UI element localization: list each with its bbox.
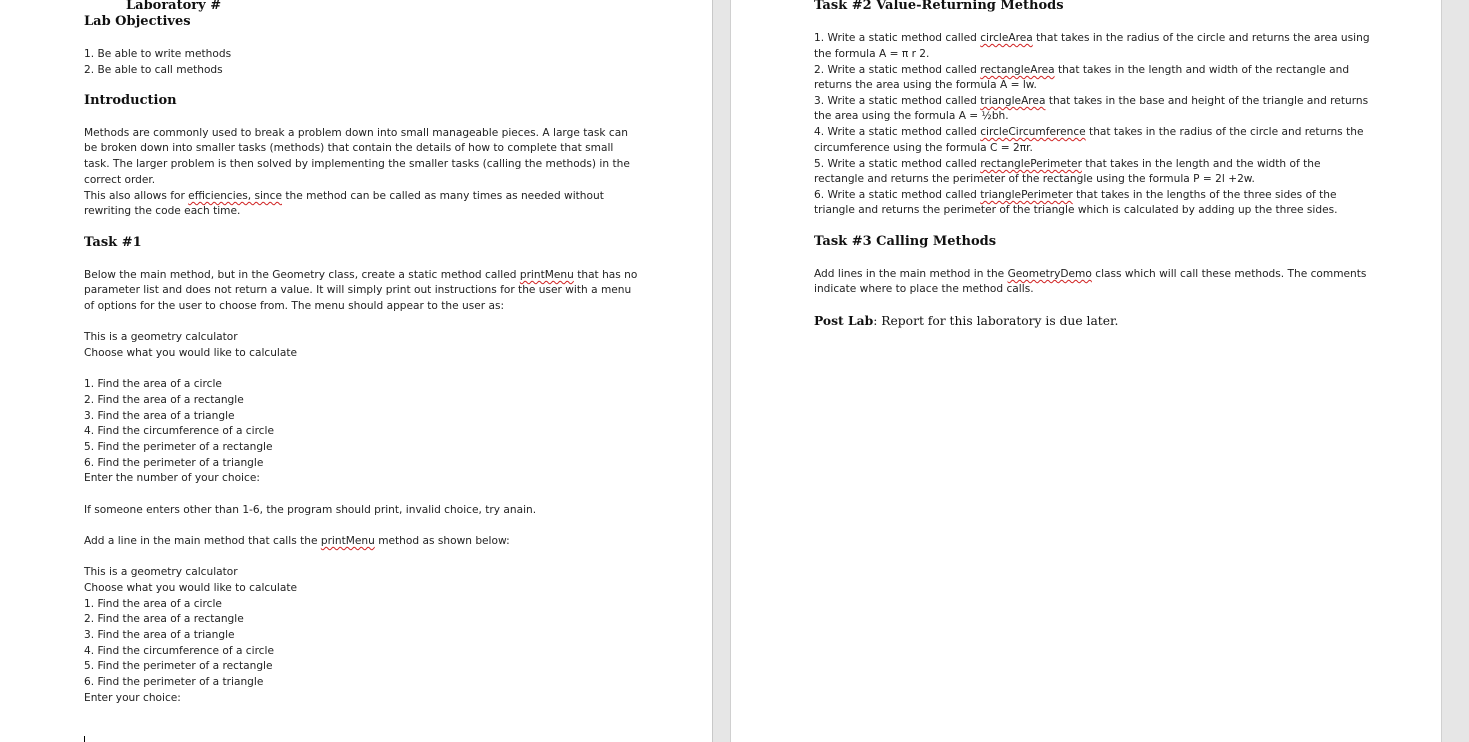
task1-text-run: Below the main method, but in the Geometry class, create a static method called xyxy=(84,269,520,281)
objective-item: 1. Be able to write methods xyxy=(84,48,232,60)
task1-line xyxy=(84,269,637,282)
task2-text-run: that takes in the base and height of the triangle and returns xyxy=(1045,95,1369,107)
objectives-heading: Lab Objectives xyxy=(84,14,191,29)
menu2-line: This is a geometry calculator xyxy=(84,566,238,578)
task2-text-run: that takes in the lengths of the three sides of the xyxy=(1072,189,1337,201)
spellcheck-flagged-text[interactable]: trianglePerimeter xyxy=(980,189,1073,201)
post-lab-line xyxy=(814,313,1118,329)
spellcheck-flagged-text[interactable]: circleCircumference xyxy=(980,126,1086,138)
task2-item xyxy=(814,32,1370,45)
spellcheck-flagged-text[interactable]: rectangleArea xyxy=(980,64,1055,76)
task3-text-run: Add lines in the main method in the xyxy=(814,268,1008,280)
add-line-text-run: method as shown below: xyxy=(374,535,510,547)
task2-text-run: that takes in the length and width of the rectangle and xyxy=(1054,64,1350,76)
menu2-line: Enter your choice: xyxy=(84,692,181,704)
intro-line: Methods are commonly used to break a problem down into small manageable pieces. A large task can xyxy=(84,127,628,139)
task2-item-cont: returns the area using the formula A = lw. xyxy=(814,79,1037,91)
menu-header-line: Choose what you would like to calculate xyxy=(84,347,298,359)
intro-line: rewriting the code each time. xyxy=(84,205,241,217)
task2-item-cont: circumference using the formula C = 2πr. xyxy=(814,142,1033,154)
intro-text-run: the method can be called as many times as needed without xyxy=(282,190,604,202)
menu-item: 1. Find the area of a circle xyxy=(84,378,222,390)
post-lab-text: : Report for this laboratory is due later. xyxy=(873,314,1119,328)
spellcheck-flagged-text[interactable]: triangleArea xyxy=(980,95,1046,107)
text-cursor[interactable] xyxy=(84,736,85,742)
task2-text-run: 5. Write a static method called xyxy=(814,158,981,170)
menu2-line: 5. Find the perimeter of a rectangle xyxy=(84,660,273,672)
add-line-text-run: Add a line in the main method that calls the xyxy=(84,535,321,547)
task2-text-run: that takes in the radius of the circle and returns the xyxy=(1085,126,1364,138)
intro-line: be broken down into smaller tasks (methods) that contain the details of how to complete that small xyxy=(84,142,614,154)
task3-text-run: class which will call these methods. The comments xyxy=(1091,268,1367,280)
task3-heading: Task #3 Calling Methods xyxy=(814,234,997,249)
task2-text-run: 1. Write a static method called xyxy=(814,32,981,44)
introduction-heading: Introduction xyxy=(84,93,177,108)
menu-item: 4. Find the circumference of a circle xyxy=(84,425,274,437)
menu-item: 5. Find the perimeter of a rectangle xyxy=(84,441,273,453)
spellcheck-flagged-text[interactable]: printMenu xyxy=(519,269,574,281)
task2-text-run: that takes in the radius of the circle and returns the area using xyxy=(1032,32,1370,44)
task1-line: parameter list and does not return a value. It will simply print out instructions for the user with a menu xyxy=(84,284,632,296)
task2-item-cont: rectangle and returns the perimeter of the rectangle using the formula P = 2l +2w. xyxy=(814,173,1255,185)
task2-item xyxy=(814,158,1320,171)
objective-item: 2. Be able to call methods xyxy=(84,64,223,76)
task2-text-run: 6. Write a static method called xyxy=(814,189,981,201)
menu2-line: 2. Find the area of a rectangle xyxy=(84,613,244,625)
task2-item xyxy=(814,126,1363,139)
intro-text-run: This also allows for xyxy=(84,190,189,202)
menu-item: 2. Find the area of a rectangle xyxy=(84,394,244,406)
menu2-line: 3. Find the area of a triangle xyxy=(84,629,235,641)
task2-item xyxy=(814,64,1349,77)
task2-text-run: 4. Write a static method called xyxy=(814,126,981,138)
menu-prompt: Enter the number of your choice: xyxy=(84,472,260,484)
spellcheck-flagged-text[interactable]: rectanglePerimeter xyxy=(980,158,1082,170)
add-line-instruction xyxy=(84,535,510,548)
task2-item-cont: triangle and returns the perimeter of the triangle which is calculated by adding up the three sides. xyxy=(814,204,1338,216)
menu2-line: 6. Find the perimeter of a triangle xyxy=(84,676,264,688)
task2-heading: Task #2 Value-Returning Methods xyxy=(814,0,1064,13)
task2-item-cont: the formula A = π r 2. xyxy=(814,48,930,60)
intro-line xyxy=(84,190,604,203)
intro-line: task. The larger problem is then solved by implementing the smaller tasks (calling the methods) in the xyxy=(84,158,630,170)
task2-item-cont: the area using the formula A = ½bh. xyxy=(814,110,1009,122)
task2-item xyxy=(814,95,1368,108)
post-lab-label: Post Lab xyxy=(814,313,874,328)
lab-title: Laboratory # xyxy=(126,0,222,13)
intro-line: correct order. xyxy=(84,174,156,186)
task3-line: indicate where to place the method calls. xyxy=(814,283,1034,295)
spellcheck-flagged-text[interactable]: printMenu xyxy=(320,535,375,547)
menu-item: 6. Find the perimeter of a triangle xyxy=(84,457,264,469)
menu2-line: 1. Find the area of a circle xyxy=(84,598,222,610)
task2-text-run: that takes in the length and the width of the xyxy=(1081,158,1321,170)
spellcheck-flagged-text[interactable]: circleArea xyxy=(980,32,1033,44)
spellcheck-flagged-text[interactable]: efficiencies, since xyxy=(188,190,282,202)
task1-heading: Task #1 xyxy=(84,235,142,250)
document-page-right xyxy=(730,0,1442,742)
task1-line: of options for the user to choose from. The menu should appear to the user as: xyxy=(84,300,505,312)
menu-header-line: This is a geometry calculator xyxy=(84,331,238,343)
menu2-line: Choose what you would like to calculate xyxy=(84,582,298,594)
invalid-choice-note: If someone enters other than 1-6, the program should print, invalid choice, try anain. xyxy=(84,504,537,516)
task2-text-run: 2. Write a static method called xyxy=(814,64,981,76)
menu-item: 3. Find the area of a triangle xyxy=(84,410,235,422)
task2-text-run: 3. Write a static method called xyxy=(814,95,981,107)
spellcheck-flagged-text[interactable]: GeometryDemo xyxy=(1007,268,1092,280)
task2-item xyxy=(814,189,1337,202)
document-page-left xyxy=(0,0,713,742)
task3-line xyxy=(814,268,1366,281)
task1-text-run: that has no xyxy=(573,269,638,281)
menu2-line: 4. Find the circumference of a circle xyxy=(84,645,274,657)
